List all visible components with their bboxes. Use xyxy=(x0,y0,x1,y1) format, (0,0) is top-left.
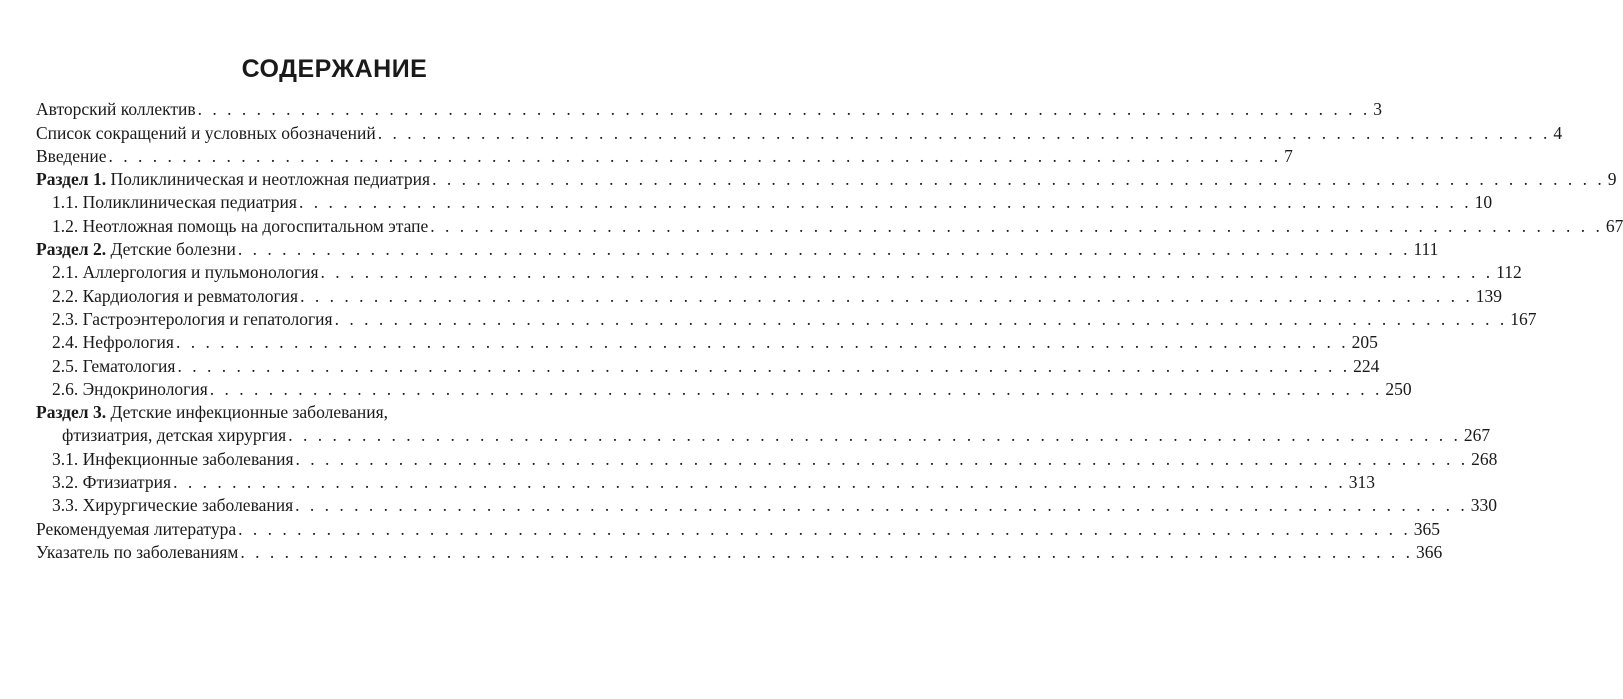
toc-page-number: 3 xyxy=(1373,99,1383,120)
toc-subentry xyxy=(36,376,1412,399)
toc-leader-dots: . . . . . . . . . . . . . . . . . . . . . . . . . . . . . . . . . . . . . . . . . . . . . . . . . . . . . . . . . . . . . . . . . . . . . . . . . . . . . . . . xyxy=(240,541,1413,562)
toc-page-number: 268 xyxy=(1471,448,1498,469)
toc-entry xyxy=(36,515,1440,539)
toc-entry-label: 2.2. Кардиология и ревматология xyxy=(52,285,299,306)
toc-entry-label: 3.3. Хирургические заболевания xyxy=(52,495,294,516)
toc-subentry xyxy=(36,212,1623,236)
toc-subentry xyxy=(36,282,1502,306)
toc-entry-label: 2.6. Эндокринология xyxy=(52,378,208,399)
toc-leader-dots: . . . . . . . . . . . . . . . . . . . . . . . . . . . . . . . . . . . . . . . . . . . . . . . . . . . . . . . . . . . . . . . . . . . . . . . . . . . . . . . . xyxy=(175,332,1349,353)
toc-entry xyxy=(36,119,1563,143)
toc-section-entry xyxy=(36,236,1439,260)
toc-page-number: 9 xyxy=(1607,169,1617,190)
toc-page-number: 112 xyxy=(1496,262,1522,283)
page-title: СОДЕРЖАНИЕ xyxy=(241,55,428,83)
toc-entry-label: 2.3. Гастроэнтерология и гепатология xyxy=(52,308,333,329)
toc-subentry xyxy=(36,445,1498,469)
toc-subentry xyxy=(36,259,1522,283)
toc-leader-dots: . . . . . . . . . . . . . . . . . . . . . . . . . . . . . . . . . . . . . . . . . . . . . . . . . . . . . . . . . . . . . . . . . . . . . . . . . . . . . . . . xyxy=(432,169,1605,190)
toc-subentry xyxy=(36,469,1375,493)
toc-page-number: 366 xyxy=(1415,541,1443,562)
toc-page-number: 267 xyxy=(1463,425,1491,446)
toc-leader-dots: . . . . . . . . . . . . . . . . . . . . . . . . . . . . . . . . . . . . . . . . . . . . . . . . . . . . . . . . . . . . . . . . . . . . . . . . . . . . . . . . xyxy=(197,99,1371,120)
toc-leader-dots: . . . . . . . . . . . . . . . . . . . . . . . . . . . . . . . . . . . . . . . . . . . . . . . . . . . . . . . . . . . . . . . . . . . . . . . . . . . . . . . . xyxy=(108,145,1282,166)
toc-entry-label: 2.4. Нефрология xyxy=(52,332,174,353)
toc-leader-dots: . . . . . . . . . . . . . . . . . . . . . . . . . . . . . . . . . . . . . . . . . . . . . . . . . . . . . . . . . . . . . . . . . . . . . . . . . . . . . . . . xyxy=(237,239,1411,260)
toc-page-number: 330 xyxy=(1470,495,1498,516)
toc-page-number: 167 xyxy=(1510,308,1537,329)
toc-leader-dots: . . . . . . . . . . . . . . . . . . . . . . . . . . . . . . . . . . . . . . . . . . . . . . . . . . . . . . . . . . . . . . . . . . . . . . . . . . . . . . . . xyxy=(295,495,1468,516)
toc-entry-label: Рекомендуемая литература xyxy=(36,518,237,539)
toc-entry-label: 1.1. Поликлиническая педиатрия xyxy=(52,192,297,213)
toc-entry xyxy=(36,96,1383,120)
toc-entry-label: фтизиатрия, детская хирургия xyxy=(62,425,287,446)
toc-entry-label: Список сокращений и условных обозначений xyxy=(36,122,376,143)
toc-section-entry xyxy=(36,166,1617,190)
toc-leader-dots: . . . . . . . . . . . . . . . . . . . . . . . . . . . . . . . . . . . . . . . . . . . . . . . . . . . . . . . . . . . . . . . . . . . . . . . . . . . . . . . . xyxy=(177,355,1351,376)
toc-entry-label: Раздел 3. Детские инфекционные заболевания, xyxy=(36,402,389,423)
toc-page-number: 205 xyxy=(1351,332,1378,353)
toc-entry xyxy=(36,143,1293,166)
toc-entry-label: 1.2. Неотложная помощь на догоспитальном этапе xyxy=(52,215,429,236)
toc-entry-label: 3.1. Инфекционные заболевания xyxy=(52,448,294,469)
toc-page-number: 10 xyxy=(1474,192,1493,213)
toc-leader-dots: . . . . . . . . . . . . . . . . . . . . . . . . . . . . . . . . . . . . . . . . . . . . . . . . . . . . . . . . . . . . . . . . . . . . . . . . . . . . . . . . xyxy=(209,378,1383,399)
toc-section-entry xyxy=(36,399,634,422)
toc-entry-label: Авторский коллектив xyxy=(36,99,196,120)
toc-entry-label: Раздел 2. Детские болезни xyxy=(36,239,236,260)
toc-page-number: 139 xyxy=(1475,285,1502,306)
toc-entry-label: 3.2. Фтизиатрия xyxy=(52,472,172,493)
toc-subentry xyxy=(36,329,1378,353)
toc-page-number: 365 xyxy=(1413,518,1440,539)
toc-entry-label: Раздел 1. Поликлиническая и неотложная педиатрия xyxy=(36,169,431,190)
toc-leader-dots: . . . . . . . . . . . . . . . . . . . . . . . . . . . . . . . . . . . . . . . . . . . . . . . . . . . . . . . . . . . . . . . . . . . . . . . . . . . . . . . . xyxy=(320,262,1494,283)
toc-page-number: 4 xyxy=(1553,122,1563,143)
toc-leader-dots: . . . . . . . . . . . . . . . . . . . . . . . . . . . . . . . . . . . . . . . . . . . . . . . . . . . . . . . . . . . . . . . . . . . . . . . . . . . . . . . . xyxy=(300,285,1473,306)
toc-leader-dots: . . . . . . . . . . . . . . . . . . . . . . . . . . . . . . . . . . . . . . . . . . . . . . . . . . . . . . . . . . . . . . . . . . . . . . . . . . . . . . . . xyxy=(377,122,1551,143)
toc-page-number: 111 xyxy=(1413,239,1439,260)
toc-page-number: 250 xyxy=(1385,378,1412,399)
toc-leader-dots: . . . . . . . . . . . . . . . . . . . . . . . . . . . . . . . . . . . . . . . . . . . . . . . . . . . . . . . . . . . . . . . . . . . . . . . . . . . . . . . . xyxy=(295,448,1469,469)
toc-leader-dots: . . . . . . . . . . . . . . . . . . . . . . . . . . . . . . . . . . . . . . . . . . . . . . . . . . . . . . . . . . . . . . . . . . . . . . . . . . . . . . . . xyxy=(430,215,1603,236)
toc-page-number: 313 xyxy=(1348,472,1375,493)
toc-page-number: 67 xyxy=(1605,215,1623,236)
toc-subentry xyxy=(36,352,1380,376)
toc-entry-label: 2.5. Гематология xyxy=(52,355,176,376)
toc-page-number: 224 xyxy=(1353,355,1380,376)
toc-leader-dots: . . . . . . . . . . . . . . . . . . . . . . . . . . . . . . . . . . . . . . . . . . . . . . . . . . . . . . . . . . . . . . . . . . . . . . . . . . . . . . . . xyxy=(298,192,1472,213)
toc-subentry xyxy=(36,306,1537,329)
toc-leader-dots: . . . . . . . . . . . . . . . . . . . . . . . . . . . . . . . . . . . . . . . . . . . . . . . . . . . . . . . . . . . . . . . . . . . . . . . . . . . . . . . . xyxy=(173,472,1346,493)
table-of-contents xyxy=(36,96,1623,562)
toc-entry xyxy=(36,539,1443,562)
toc-entry-continuation xyxy=(36,422,1491,446)
toc-leader-dots: . . . . . . . . . . . . . . . . . . . . . . . . . . . . . . . . . . . . . . . . . . . . . . . . . . . . . . . . . . . . . . . . . . . . . . . . . . . . . . . . xyxy=(288,425,1461,446)
toc-subentry xyxy=(36,492,1498,516)
toc-subentry xyxy=(36,189,1493,213)
toc-entry-label: Введение xyxy=(36,145,107,166)
toc-page-number: 7 xyxy=(1284,145,1293,166)
toc-entry-label: 2.1. Аллергология и пульмонология xyxy=(52,262,319,283)
toc-leader-dots: . . . . . . . . . . . . . . . . . . . . . . . . . . . . . . . . . . . . . . . . . . . . . . . . . . . . . . . . . . . . . . . . . . . . . . . . . . . . . . . . xyxy=(334,308,1508,329)
toc-leader-dots: . . . . . . . . . . . . . . . . . . . . . . . . . . . . . . . . . . . . . . . . . . . . . . . . . . . . . . . . . . . . . . . . . . . . . . . . . . . . . . . . xyxy=(238,518,1411,539)
toc-entry-label: Указатель по заболеваниям xyxy=(36,541,239,562)
